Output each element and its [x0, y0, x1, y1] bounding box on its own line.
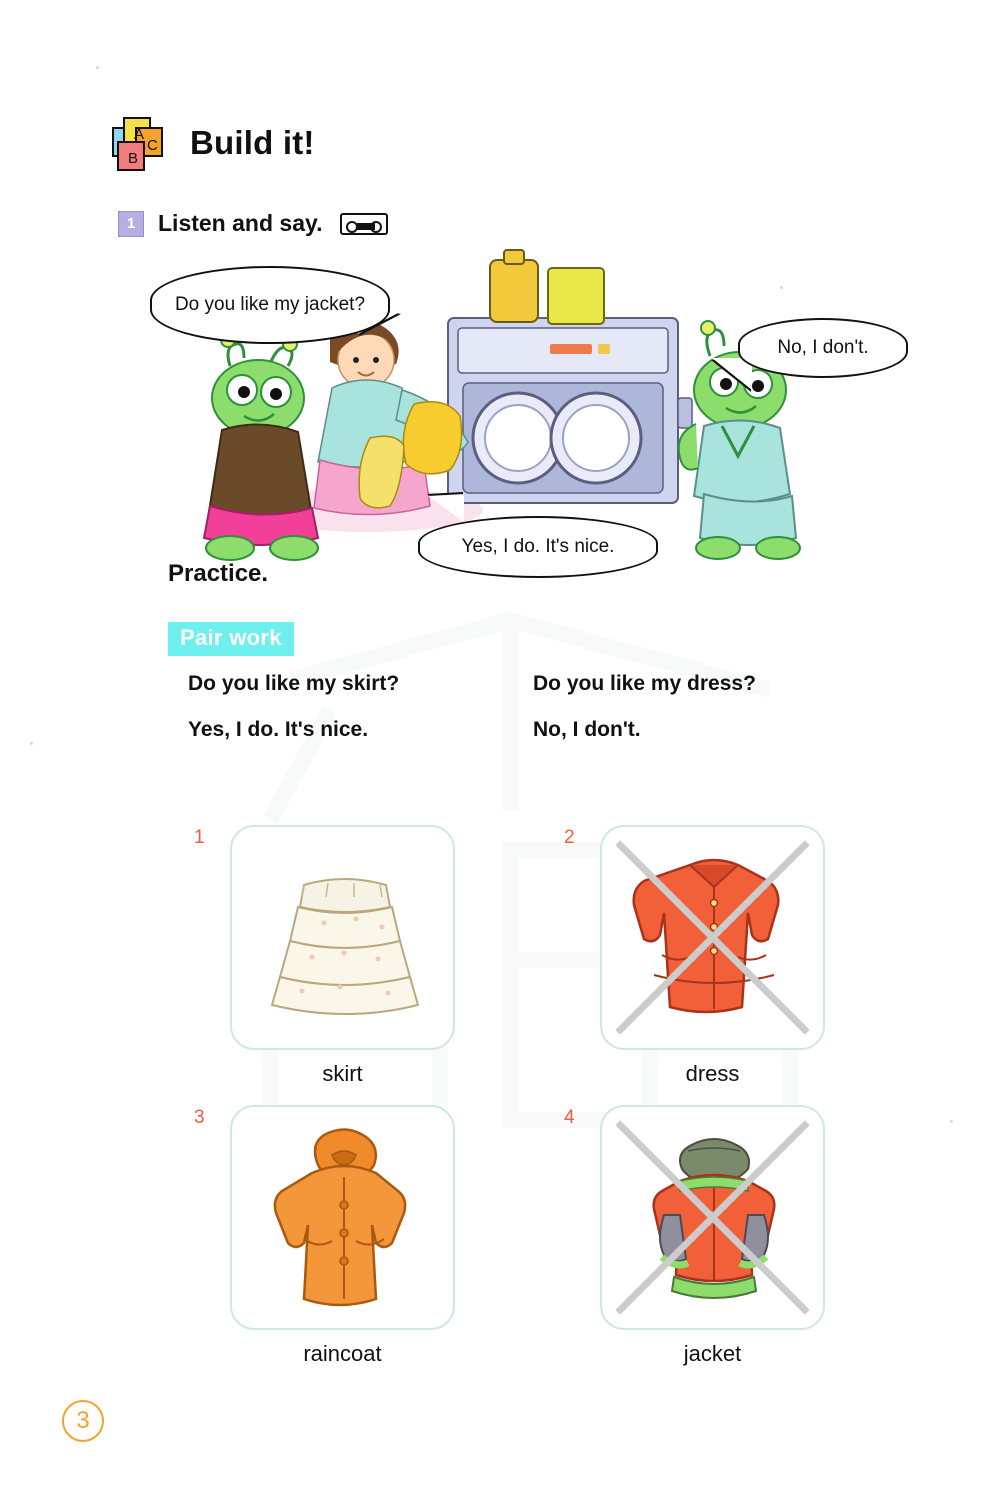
practice-heading: Practice.	[168, 560, 269, 587]
item-index: 4	[564, 1107, 575, 1128]
page-number: 3	[62, 1400, 104, 1442]
page-title: Build it!	[190, 124, 315, 161]
cassette-icon	[340, 213, 388, 235]
detergent-bottle-illustration	[490, 250, 604, 324]
item-label: dress	[685, 1061, 740, 1086]
practice-column-left	[188, 672, 399, 764]
pair-work-badge: Pair work	[168, 622, 294, 656]
item-index: 2	[564, 827, 575, 848]
speech-tail-2	[428, 494, 464, 522]
dialogue-scene	[118, 248, 918, 578]
jacket-illustration	[600, 1105, 825, 1330]
task-number-badge: 1	[118, 211, 144, 237]
svg-text:B: B	[128, 150, 139, 167]
item-index: 1	[194, 827, 205, 848]
dress-illustration	[600, 825, 825, 1050]
raincoat-illustration	[230, 1105, 455, 1330]
practice-line: Do you like my dress?	[533, 672, 756, 695]
washing-machine-illustration	[448, 318, 692, 503]
practice-line: Yes, I do. It's nice.	[188, 718, 369, 741]
item-label: raincoat	[303, 1341, 382, 1366]
section-header	[112, 112, 315, 174]
skirt-illustration	[230, 825, 455, 1050]
speech-bubble-girl: Do you like my jacket?	[150, 266, 390, 344]
speech-bubble-alien-girl: Yes, I do. It's nice.	[418, 516, 658, 578]
task-instruction: Listen and say.	[158, 210, 323, 236]
svg-text:A: A	[134, 126, 145, 143]
practice-column-right	[533, 672, 756, 764]
green-alien-girl-illustration	[204, 333, 318, 560]
speech-bubble-alien-boy: No, I don't.	[738, 318, 908, 378]
svg-text:C: C	[147, 137, 158, 154]
item-label: skirt	[322, 1061, 363, 1086]
practice-line: Do you like my skirt?	[188, 672, 400, 695]
item-label: jacket	[683, 1341, 742, 1366]
task-1-header	[118, 210, 388, 237]
abc-blocks-icon	[112, 112, 164, 174]
item-index: 3	[194, 1107, 205, 1128]
practice-line: No, I don't.	[533, 718, 641, 741]
